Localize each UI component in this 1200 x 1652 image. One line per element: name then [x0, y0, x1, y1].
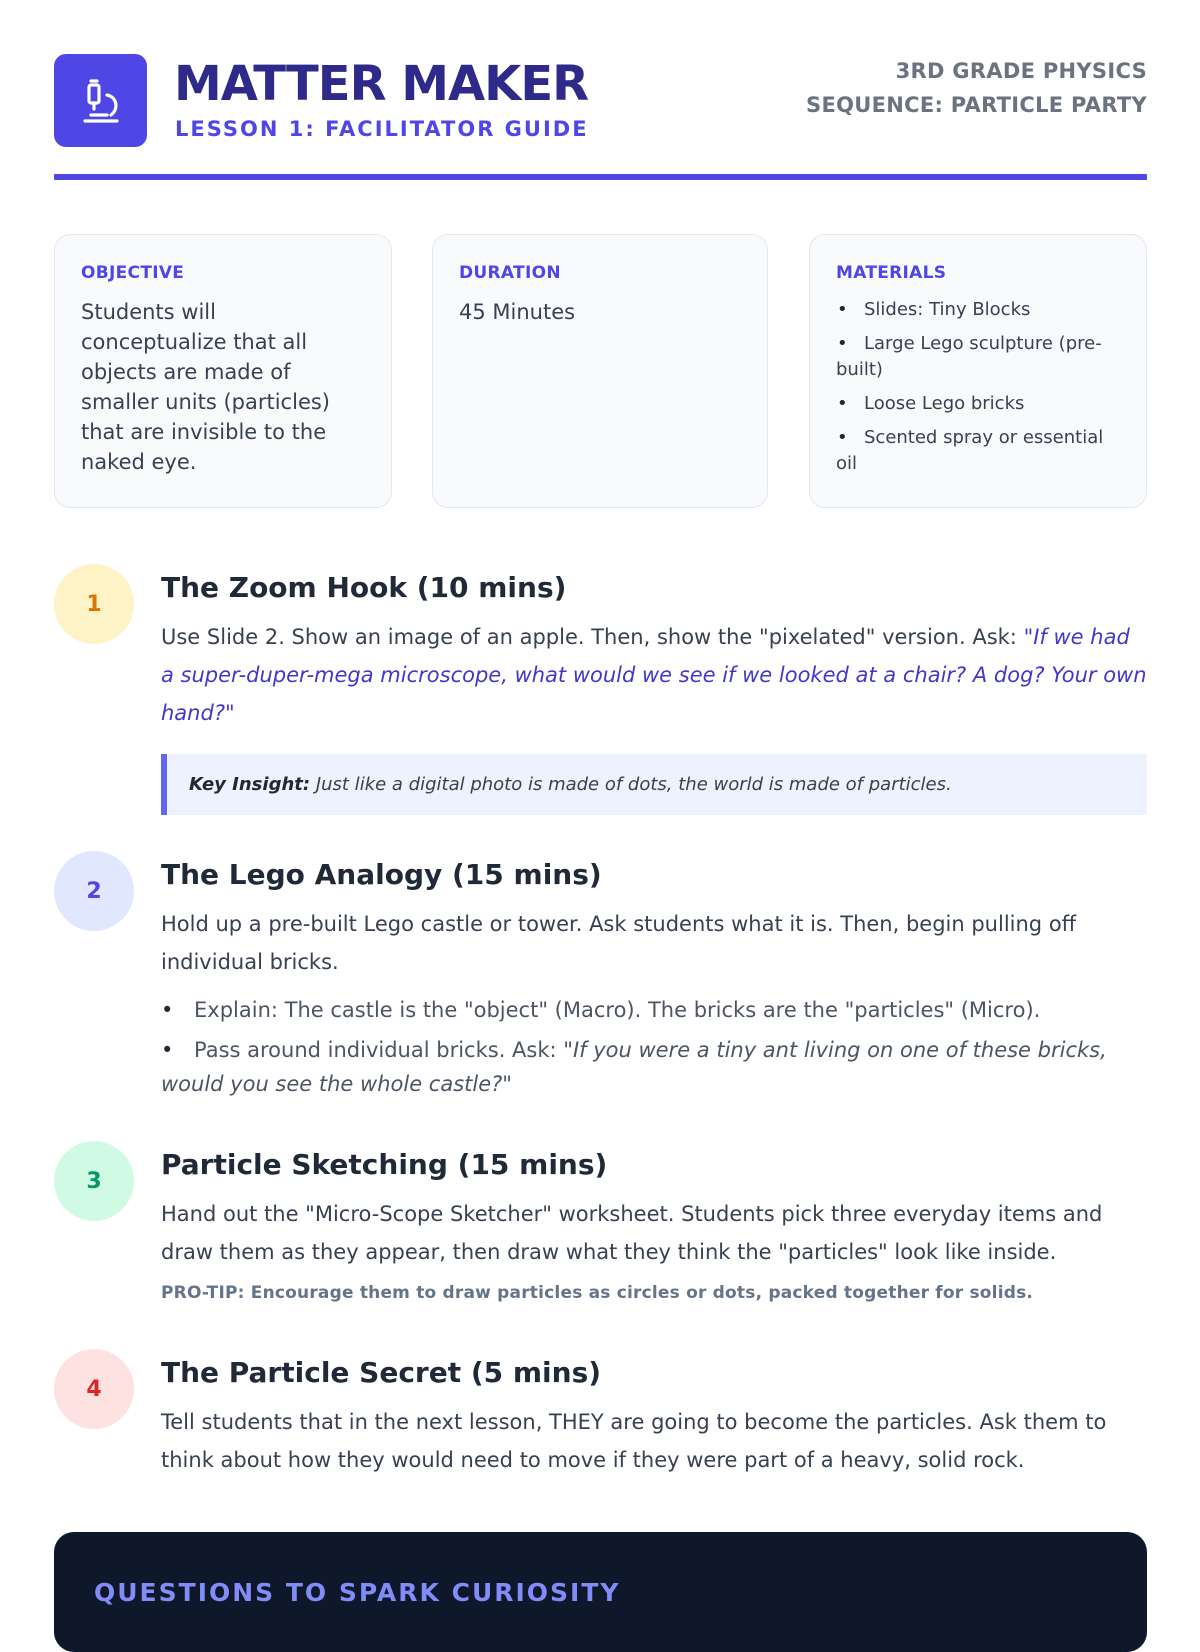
- step-number-badge: 2: [54, 851, 134, 931]
- step-number-badge: 1: [54, 564, 134, 644]
- step-title: Particle Sketching (15 mins): [161, 1148, 608, 1181]
- pro-tip: PRO-TIP: Encourage them to draw particles as circles or dots, packed together for solids.: [161, 1283, 1034, 1303]
- step-bullet-text: Pass around individual bricks. Ask:: [194, 1038, 557, 1062]
- step-number-badge: 3: [54, 1141, 134, 1221]
- step-title: The Zoom Hook (10 mins): [161, 571, 567, 604]
- materials-label: MATERIALS: [836, 263, 947, 283]
- key-insight-label: Key Insight:: [189, 774, 311, 795]
- step-instruction: Use Slide 2. Show an image of an apple. Then, show the "pixelated" version. Ask:: [161, 625, 1017, 649]
- step-body: [161, 1349, 1147, 1479]
- logo: [54, 54, 147, 147]
- materials-item: • Large Lego sculpture (pre-built): [836, 331, 1120, 383]
- step-text: Tell students that in the next lesson, THEY are going to become the particles. Ask them to think about how they would need to move if they were part of a heavy, solid rock.: [161, 1410, 1107, 1472]
- curiosity-questions-title: QUESTIONS TO SPARK CURIOSITY: [94, 1578, 621, 1607]
- lesson-page: [54, 0, 1147, 1472]
- step-body: [161, 1141, 1147, 1303]
- step-text: Hand out the "Micro-Scope Sketcher" worksheet. Students pick three everyday items and draw them as they appear, then draw what they think the "particles" look like inside.: [161, 1202, 1103, 1264]
- lesson-meta: [806, 54, 1147, 122]
- duration-card: [432, 234, 768, 508]
- materials-card: [809, 234, 1147, 508]
- page-title: MATTER MAKER: [174, 56, 589, 112]
- step-text: [161, 618, 1147, 732]
- step-bullet-quote: "If you were a tiny ant living on one of these bricks, would you see the whole castle?": [161, 1038, 1107, 1096]
- step-bullets: [161, 993, 1147, 1101]
- step-title: The Lego Analogy (15 mins): [161, 858, 602, 891]
- key-insight-text: Just like a digital photo is made of dots, the world is made of particles.: [315, 774, 952, 795]
- materials-list: [836, 297, 1120, 477]
- objective-card: [54, 234, 392, 508]
- step-bullet: [161, 1033, 1147, 1101]
- duration-text: 45 Minutes: [459, 300, 576, 324]
- objective-text: Students will conceptualize that all objects are made of smaller units (particles) that are invisible to the naked eye.: [81, 300, 330, 474]
- materials-item: • Scented spray or essential oil: [836, 425, 1120, 477]
- step-quote: "If we had a super-duper-mega microscope, what would we see if we looked at a chair? A dog? Your own hand?": [161, 625, 1147, 725]
- microscope-icon: [77, 75, 125, 127]
- duration-label: DURATION: [459, 263, 561, 283]
- page-subtitle: LESSON 1: FACILITATOR GUIDE: [175, 117, 589, 141]
- grade-label: 3RD GRADE PHYSICS: [895, 59, 1147, 83]
- curiosity-questions-panel: [54, 1532, 1147, 1652]
- info-cards: [54, 234, 1147, 510]
- step-body: [161, 851, 1147, 1107]
- step-title: The Particle Secret (5 mins): [161, 1356, 602, 1389]
- step-number-badge: 4: [54, 1349, 134, 1429]
- materials-item: • Slides: Tiny Blocks: [836, 297, 1120, 323]
- step-body: [161, 564, 1147, 815]
- header: [54, 0, 1147, 180]
- header-divider: [54, 174, 1147, 180]
- objective-label: OBJECTIVE: [81, 263, 185, 283]
- step-bullet: • Explain: The castle is the "object" (Macro). The bricks are the "particles" (Micro).: [161, 993, 1147, 1027]
- key-insight-callout: [161, 754, 1147, 815]
- sequence-label: SEQUENCE: PARTICLE PARTY: [806, 93, 1147, 117]
- materials-item: • Loose Lego bricks: [836, 391, 1120, 417]
- step-text: Hold up a pre-built Lego castle or tower. Ask students what it is. Then, begin pulling off individual bricks.: [161, 912, 1077, 974]
